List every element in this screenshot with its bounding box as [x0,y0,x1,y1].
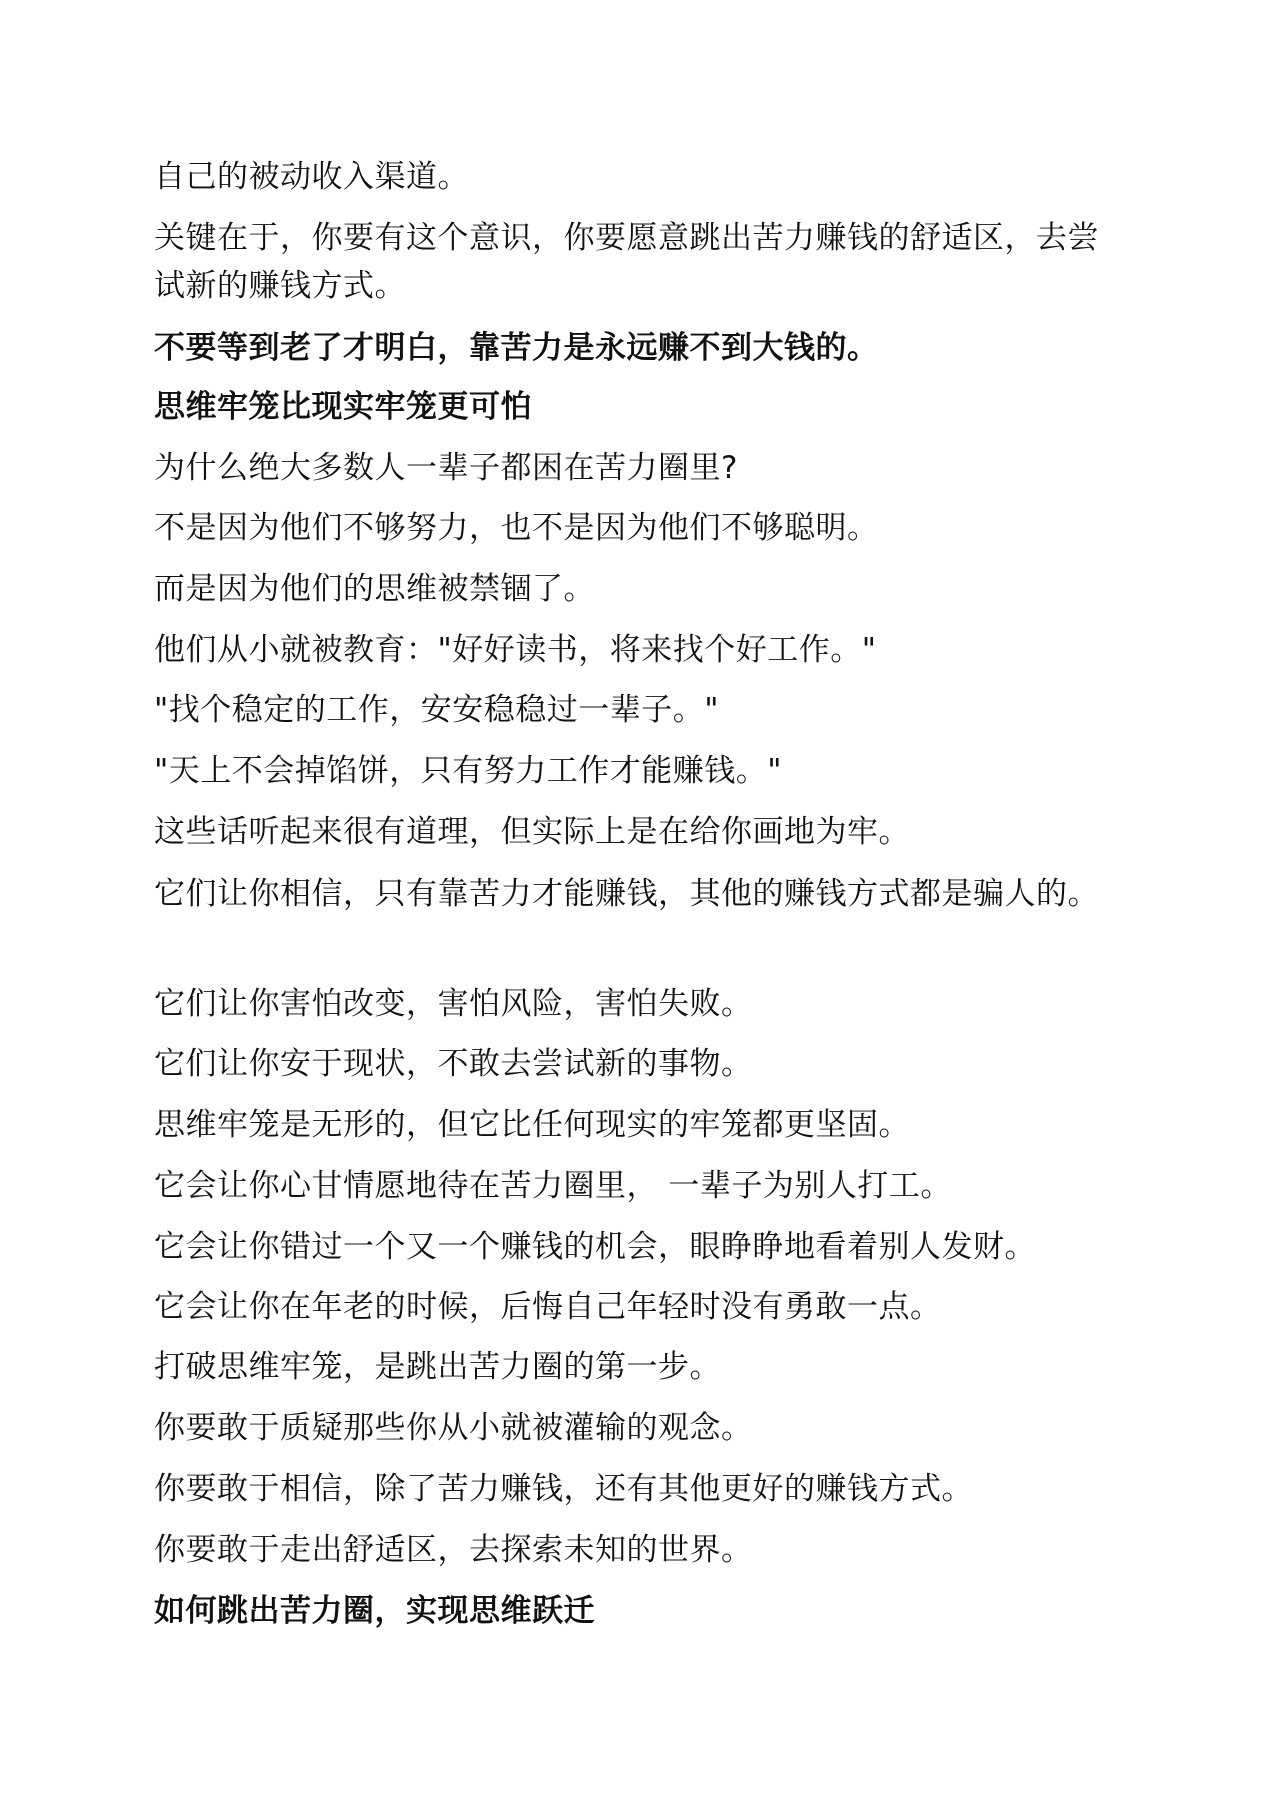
paragraph: 关键在于，你要有这个意识，你要愿意跳出苦力赚钱的舒适区，去尝试新的赚钱方式。 [154,220,1099,304]
paragraph: 而是因为他们的思维被禁锢了。 [154,571,595,607]
paragraph: "找个稳定的工作，安安稳稳过一辈子。" [154,692,720,728]
paragraph: 它会让你心甘情愿地待在苦力圈里， 一辈子为别人打工。 [154,1168,952,1204]
paragraph: "天上不会掉馅饼，只有努力工作才能赚钱。" [154,753,783,789]
section-heading: 如何跳出苦力圈，实现思维跃迁 [154,1593,595,1629]
paragraph: 它们让你害怕改变，害怕风险，害怕失败。 [154,986,753,1022]
paragraph: 为什么绝大多数人一辈子都困在苦力圈里? [154,450,738,486]
paragraph: 它们让你相信，只有靠苦力才能赚钱，其他的赚钱方式都是骗人的。 [154,876,1099,912]
paragraph: 它会让你在年老的时候，后悔自己年轻时没有勇敢一点。 [154,1289,942,1325]
paragraph: 这些话听起来很有道理，但实际上是在给你画地为牢。 [154,814,910,850]
section-heading: 思维牢笼比现实牢笼更可怕 [154,389,532,425]
paragraph: 它会让你错过一个又一个赚钱的机会，眼睁睁地看着别人发财。 [154,1229,1036,1265]
paragraph: 自己的被动收入渠道。 [154,159,469,195]
paragraph: 打破思维牢笼，是跳出苦力圈的第一步。 [154,1349,721,1385]
paragraph: 你要敢于相信，除了苦力赚钱，还有其他更好的赚钱方式。 [154,1471,973,1507]
paragraph: 思维牢笼是无形的，但它比任何现实的牢笼都更坚固。 [154,1107,910,1143]
paragraph: 他们从小就被教育："好好读书，将来找个好工作。" [154,632,877,668]
paragraph: 你要敢于走出舒适区，去探索未知的世界。 [154,1532,753,1568]
paragraph: 你要敢于质疑那些你从小就被灌输的观念。 [154,1410,753,1446]
paragraph: 不是因为他们不够努力，也不是因为他们不够聪明。 [154,510,879,546]
bold-statement: 不要等到老了才明白，靠苦力是永远赚不到大钱的。 [154,330,879,366]
paragraph: 它们让你安于现状，不敢去尝试新的事物。 [154,1046,753,1082]
